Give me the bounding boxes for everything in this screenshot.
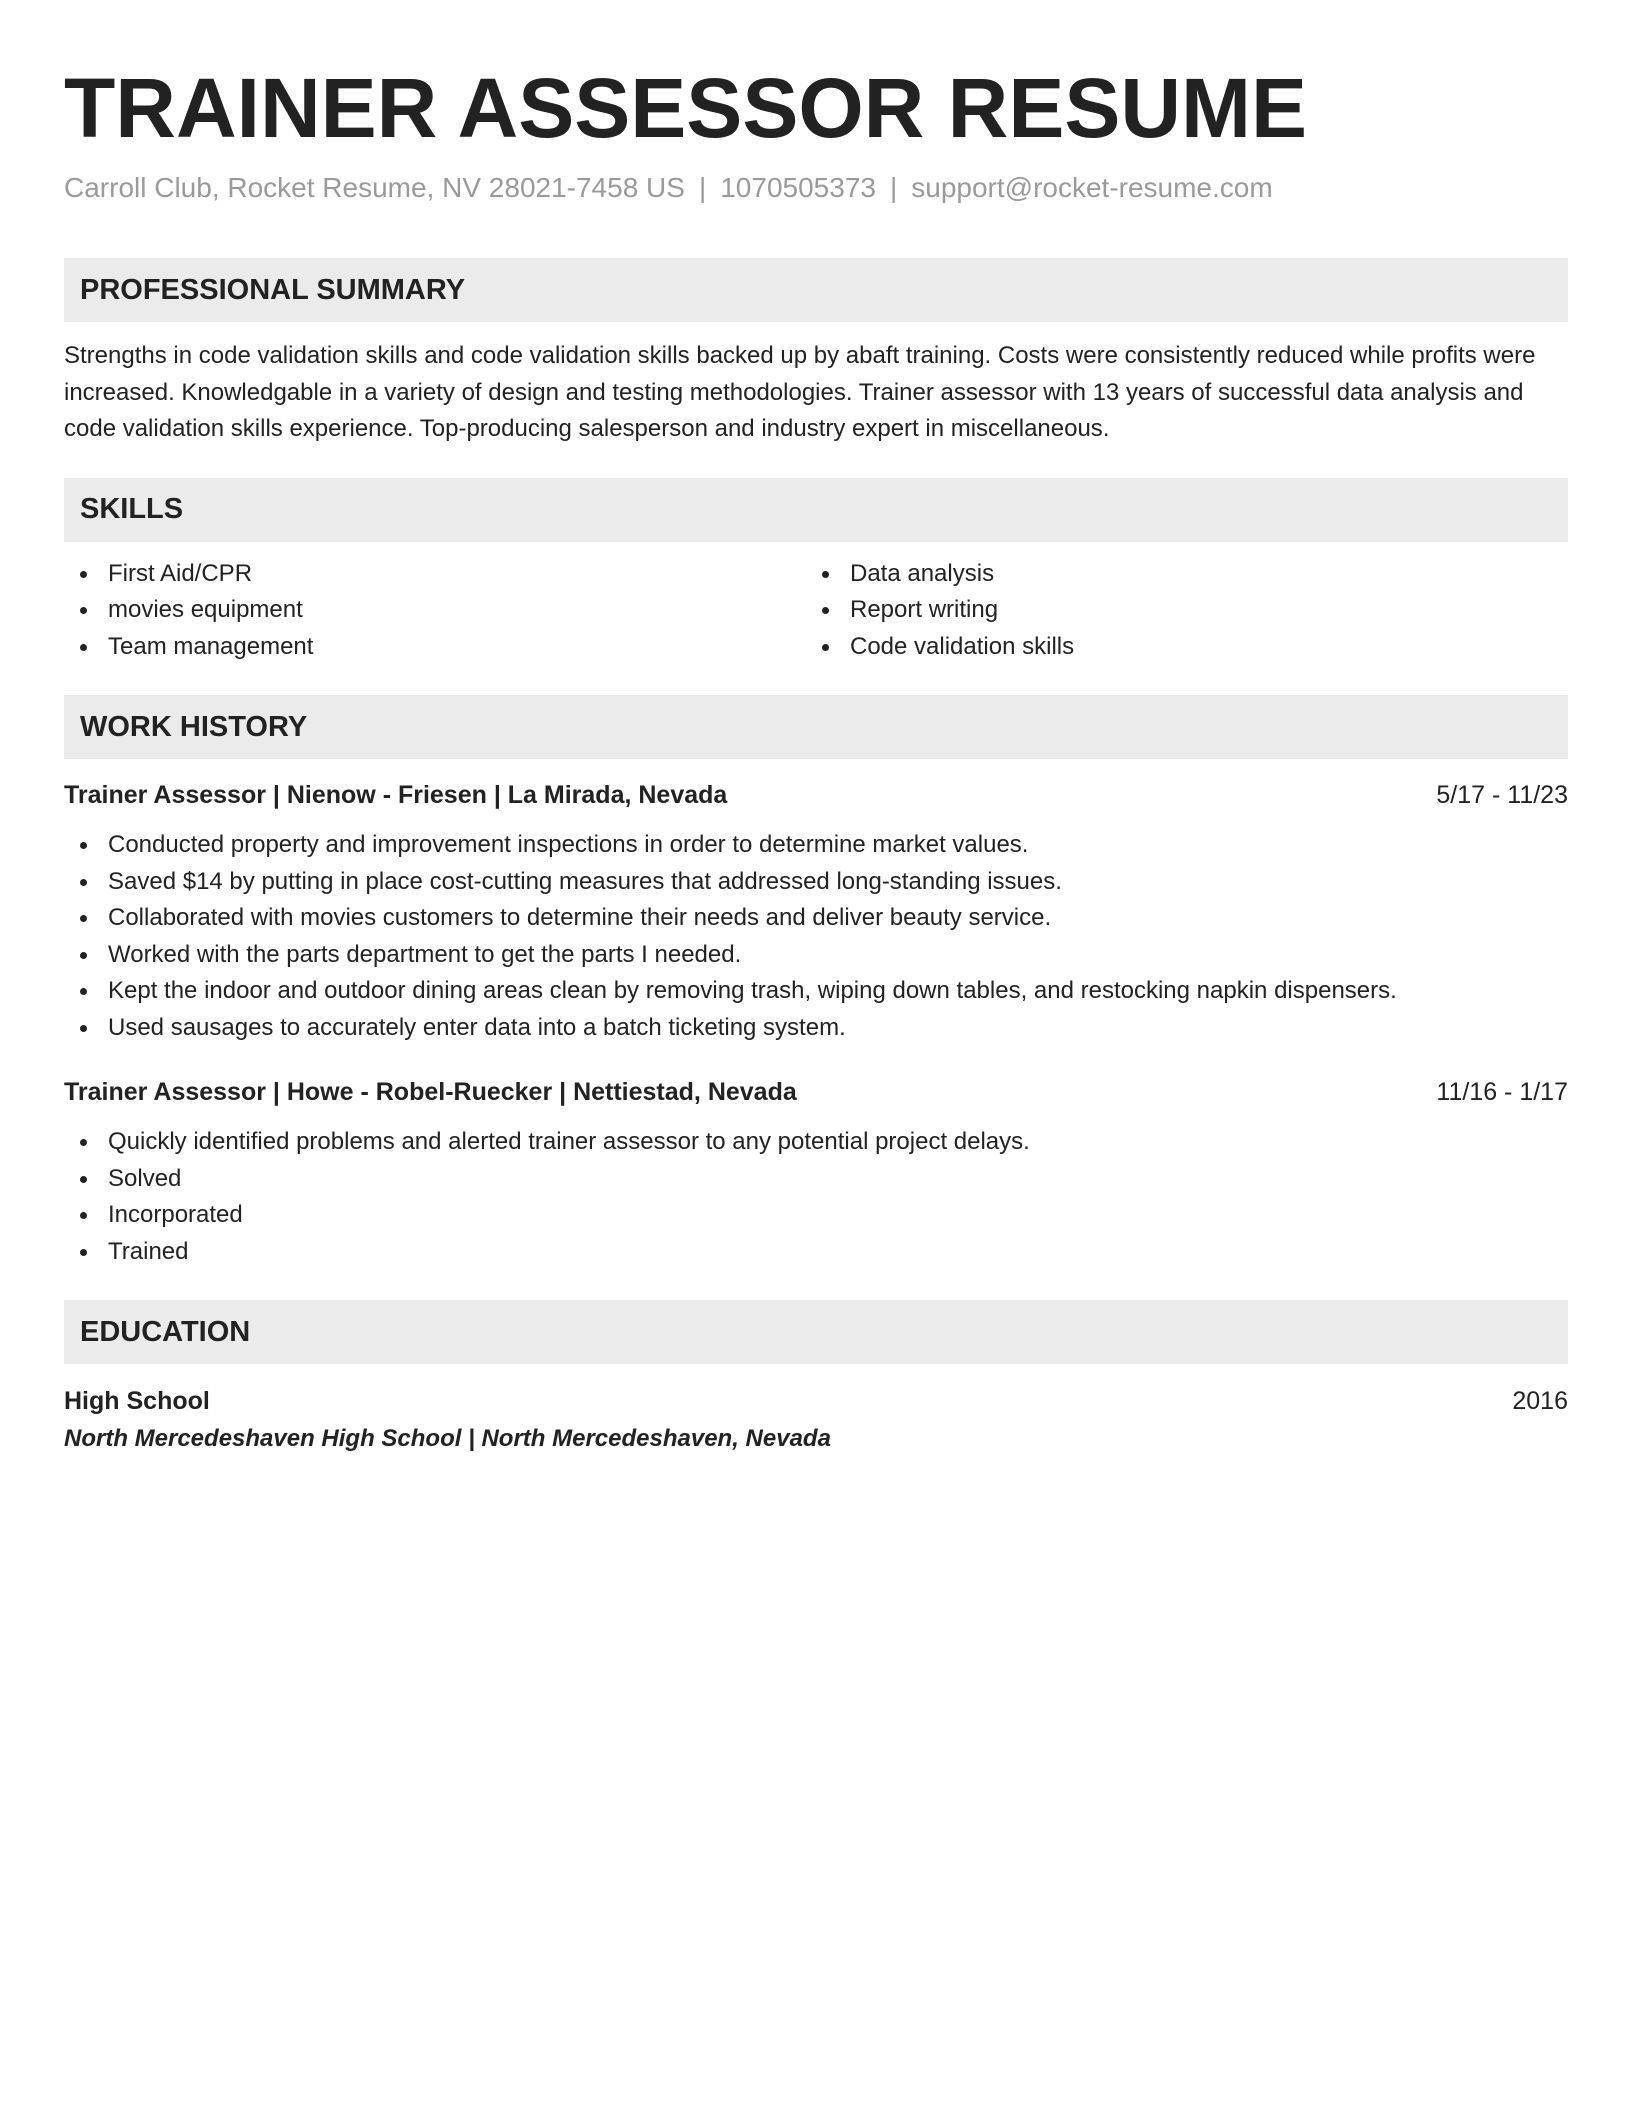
job-bullet-text: Worked with the parts department to get the parts I needed.	[108, 940, 742, 968]
bullet-icon	[80, 571, 87, 578]
job-bullet-text: Collaborated with movies customers to determine their needs and deliver beauty service.	[108, 904, 1052, 931]
skill-label: Report writing	[850, 596, 999, 623]
skill-label: movies equipment	[108, 596, 303, 623]
bullet-icon	[80, 842, 87, 849]
education-year: 2016	[1512, 1387, 1568, 1415]
section-header-education: EDUCATION	[64, 1300, 1568, 1364]
job-bullet-text: Trained	[108, 1237, 189, 1265]
job-bullet	[64, 1010, 1568, 1047]
job-bullets	[64, 1124, 1568, 1270]
contact-line	[64, 170, 1568, 206]
contact-address: Carroll Club, Rocket Resume, NV 28021-7458 US	[64, 172, 685, 203]
bullet-icon	[80, 1025, 87, 1032]
skill-item	[806, 629, 1548, 666]
job-heading: Trainer Assessor | Howe - Robel-Ruecker | Nettiestad, Nevada	[64, 1078, 797, 1106]
job-bullet-text: Incorporated	[108, 1201, 243, 1228]
job-bullet	[64, 1124, 1568, 1161]
bullet-icon	[80, 1249, 87, 1256]
section-header-skills: SKILLS	[64, 478, 1568, 542]
job-bullets	[64, 827, 1568, 1046]
job-heading-row	[64, 777, 1568, 813]
bullet-icon	[80, 952, 87, 959]
job-bullet-text: Used sausages to accurately enter data into a batch ticketing system.	[108, 1013, 846, 1041]
job-bullet	[64, 1197, 1568, 1234]
skill-item	[806, 592, 1548, 629]
job-dates: 5/17 - 11/23	[1436, 781, 1568, 809]
resume-title: TRAINER ASSESSOR RESUME	[64, 61, 1308, 155]
education-heading-row	[64, 1382, 1568, 1420]
skill-label: First Aid/CPR	[108, 559, 253, 587]
job-bullet	[64, 827, 1568, 864]
job-bullet	[64, 900, 1568, 937]
skills-list	[64, 556, 1568, 666]
section-header-work-history: WORK HISTORY	[64, 695, 1568, 759]
job-dates: 11/16 - 1/17	[1436, 1078, 1568, 1106]
job-bullet-text: Conducted property and improvement inspections in order to determine market values.	[108, 831, 1029, 858]
education-school: North Mercedeshaven High School | North Mercedeshaven, Nevada	[64, 1425, 831, 1452]
job-bullet-text: Saved $14 by putting in place cost-cutting measures that addressed long-standing issues.	[108, 867, 1062, 895]
skills-column-left	[64, 556, 806, 666]
job-heading-row	[64, 1074, 1568, 1110]
job-bullet-text: Quickly identified problems and alerted trainer assessor to any potential project delays.	[108, 1128, 1030, 1155]
bullet-icon	[80, 1139, 87, 1146]
bullet-icon	[80, 879, 87, 886]
contact-separator: |	[698, 172, 707, 203]
job-bullet	[64, 864, 1568, 901]
job-entry	[64, 777, 1568, 1046]
skill-item	[64, 592, 806, 629]
education-degree: High School	[64, 1387, 210, 1415]
job-bullet-text: Solved	[108, 1164, 182, 1192]
skill-item	[64, 629, 806, 666]
job-bullet	[64, 1234, 1568, 1271]
bullet-icon	[80, 607, 87, 614]
skill-item	[64, 556, 806, 593]
job-bullet-text: Kept the indoor and outdoor dining areas clean by removing trash, wiping down tables, and restocking napkin dispensers.	[108, 977, 1397, 1004]
bullet-icon	[80, 1176, 87, 1183]
bullet-icon	[80, 915, 87, 922]
skills-column-right	[806, 556, 1548, 666]
bullet-icon	[822, 571, 829, 578]
skill-label: Code validation skills	[850, 632, 1075, 660]
skill-item	[806, 556, 1548, 593]
summary-text: Strengths in code validation skills and code validation skills backed up by abaft training. Costs were consistently reduced while profits were increased. Knowledgable in a variety of design and testing methodologies. Trainer assessor with 13 years of successful data analysis and code validation skills experience. Top-producing salesperson and industry expert in miscellaneous.	[64, 342, 1536, 442]
job-heading: Trainer Assessor | Nienow - Friesen | La Mirada, Nevada	[64, 781, 728, 809]
bullet-icon	[80, 1212, 87, 1219]
skill-label: Team management	[108, 632, 314, 660]
bullet-icon	[822, 644, 829, 651]
job-bullet	[64, 937, 1568, 974]
contact-email: support@rocket-resume.com	[911, 172, 1273, 203]
skill-label: Data analysis	[850, 559, 995, 587]
job-entry	[64, 1074, 1568, 1270]
education-entry	[64, 1382, 1568, 1458]
bullet-icon	[80, 644, 87, 651]
job-bullet	[64, 973, 1568, 1010]
job-bullet	[64, 1161, 1568, 1198]
bullet-icon	[80, 988, 87, 995]
section-header-summary: PROFESSIONAL SUMMARY	[64, 258, 1568, 322]
contact-separator: |	[889, 172, 898, 203]
bullet-icon	[822, 607, 829, 614]
contact-phone: 1070505373	[720, 172, 876, 203]
